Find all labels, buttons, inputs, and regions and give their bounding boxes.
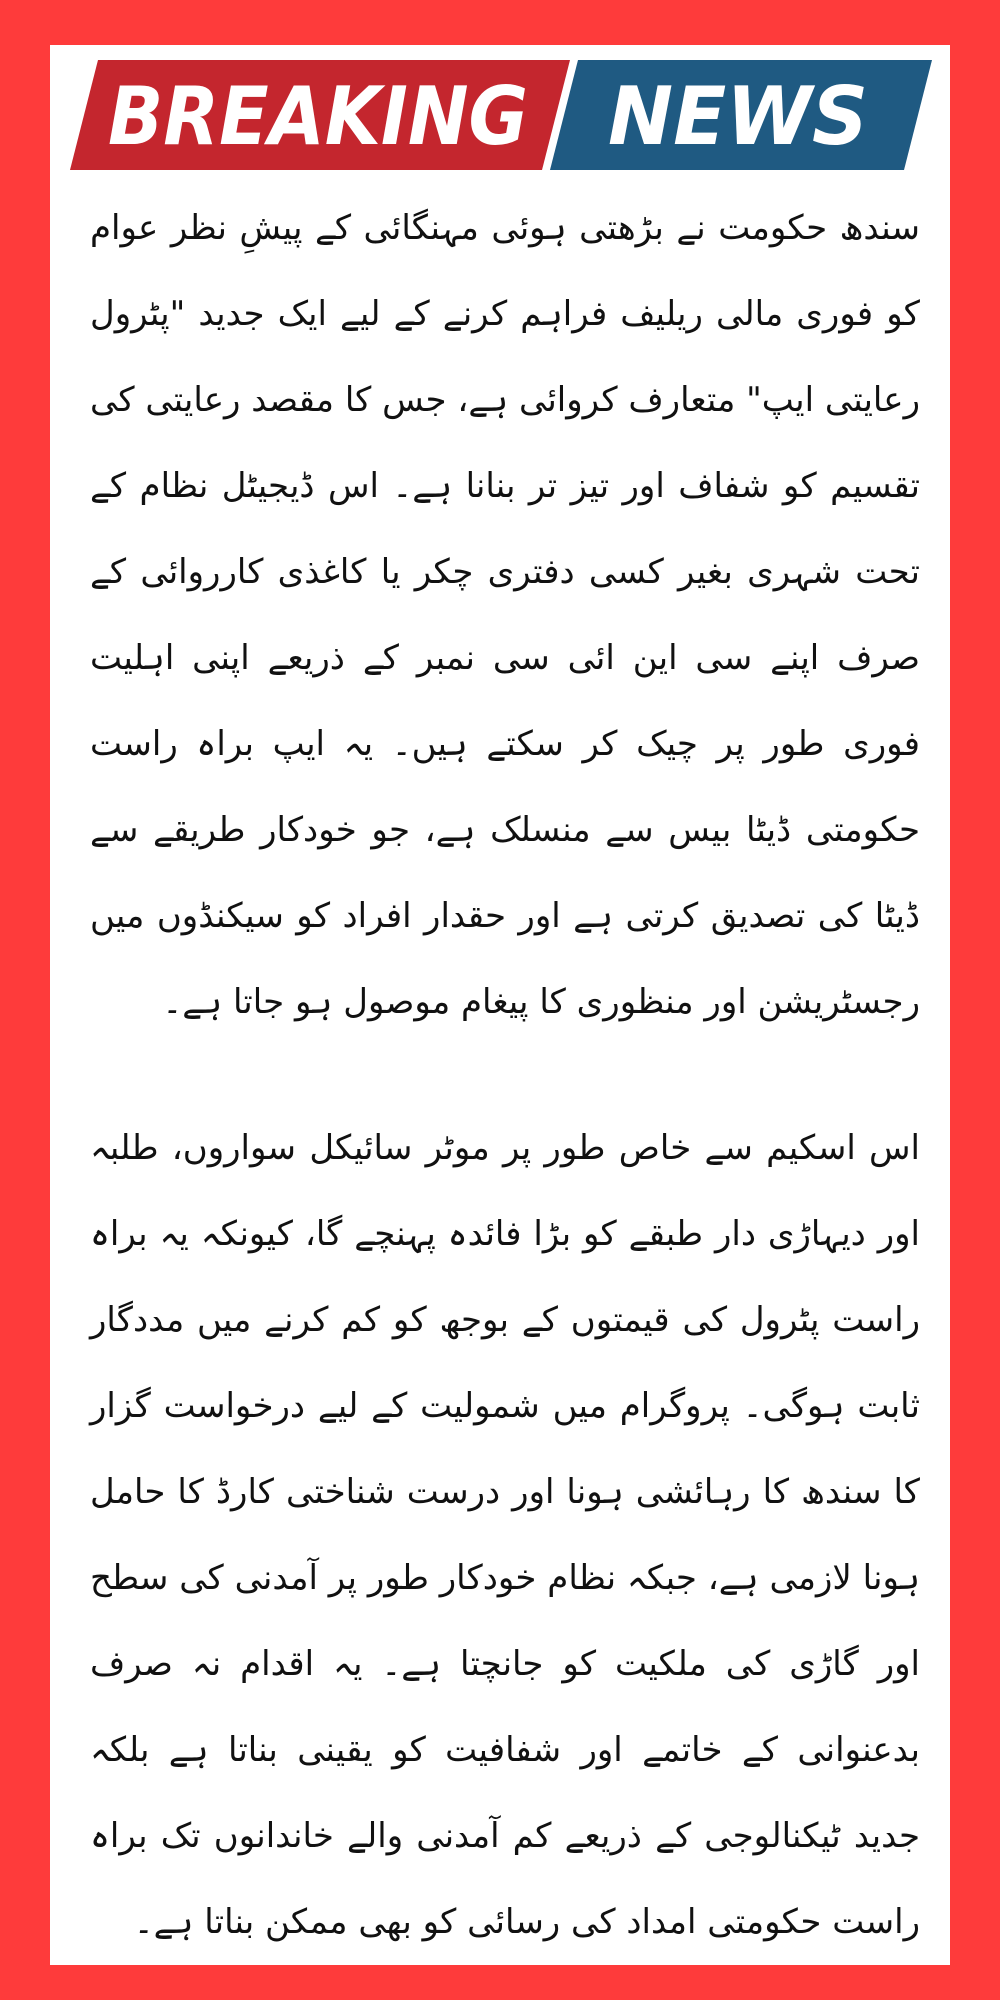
article-paragraph-1: سندھ حکومت نے بڑھتی ہوئی مہنگائی کے پیشِ نظر عوام کو فوری مالی ریلیف فراہم کرنے کے لیے ایک جدید "پٹرول رعایتی ایپ" متعارف کروائی ہے، جس کا مقصد رعایتی کی تقسیم کو شفاف اور تیز تر بنانا ہے۔ اس ڈیجیٹل نظام کے تحت شہری بغیر کسی دفتری چکر یا کاغذی کارروائی کے صرف اپنے سی این ائی سی نمبر کے ذریعے اپنی اہلیت فوری طور پر چیک کر سکتے ہیں۔ یہ ایپ براہ راست حکومتی ڈیٹا بیس سے منسلک ہے، جو خودکار طریقے سے ڈیٹا کی تصدیق کرتی ہے اور حقدار افراد کو سیکنڈوں میں رجسٹریشن اور منظوری کا پیغام موصول ہو جاتا ہے۔ [90,208,920,1022]
news-card [50,45,950,1965]
article-paragraph-2: اس اسکیم سے خاص طور پر موٹر سائیکل سواروں، طلبہ اور دیہاڑی دار طبقے کو بڑا فائدہ پہنچے گا، کیونکہ یہ براہ راست پٹرول کی قیمتوں کے بوجھ کو کم کرنے میں مددگار ثابت ہوگی۔ پروگرام میں شمولیت کے لیے درخواست گزار کا سندھ کا رہائشی ہونا اور درست شناختی کارڈ کا حامل ہونا لازمی ہے، جبکہ نظام خودکار طور پر آمدنی کی سطح اور گاڑی کی ملکیت کو جانچتا ہے۔ یہ اقدام نہ صرف بدعنوانی کے خاتمے اور شفافیت کو یقینی بناتا ہے بلکہ جدید ٹیکنالوجی کے ذریعے کم آمدنی والے خاندانوں تک براہ راست حکومتی امداد کی رسائی کو بھی ممکن بناتا ہے۔ [90,1128,920,1942]
breaking-news-graphic [70,60,932,170]
news-word: NEWS [608,70,868,163]
breaking-news-banner [70,60,932,170]
breaking-word: BREAKING [108,70,528,163]
article-body [90,185,920,1965]
